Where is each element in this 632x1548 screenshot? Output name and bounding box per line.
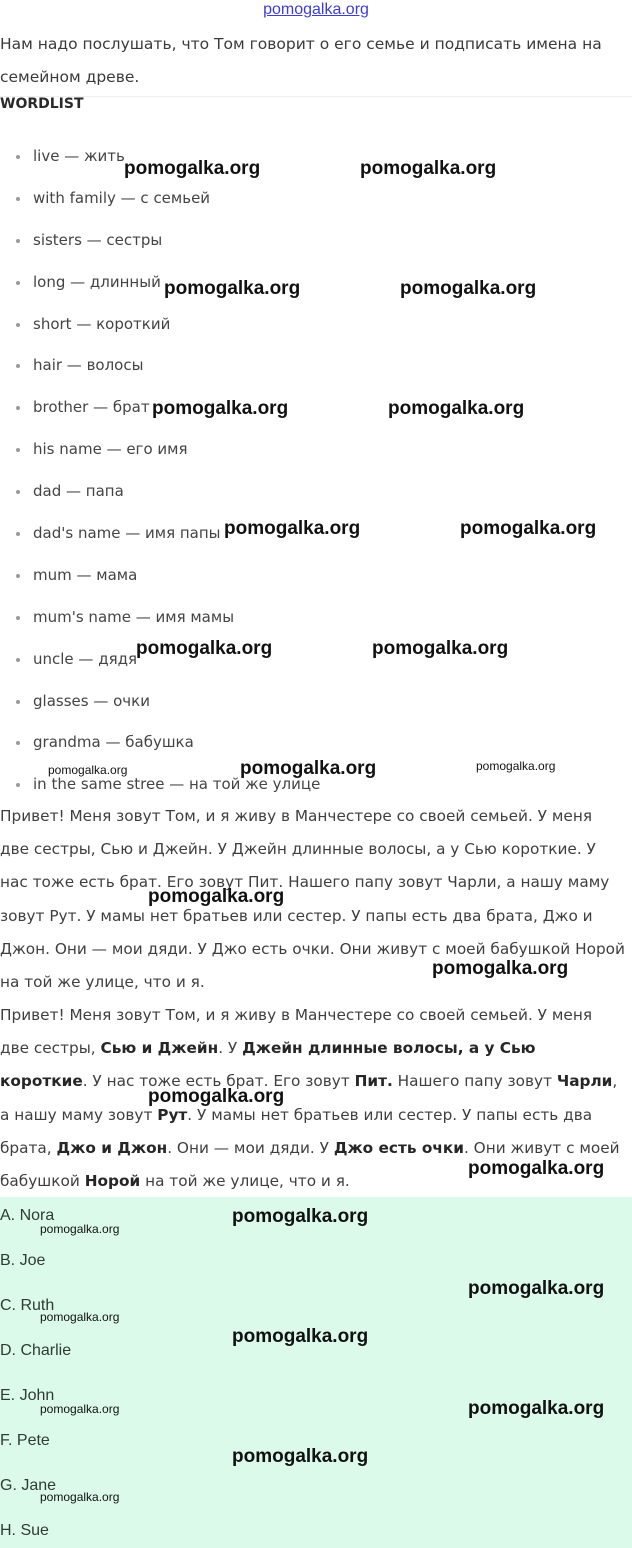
wordlist-item: his name — его имя xyxy=(0,429,320,471)
wordlist-title: WORDLIST xyxy=(0,96,84,112)
key-phrase: Чарли xyxy=(556,1072,613,1091)
answer-item: G. Jane xyxy=(0,1477,57,1494)
watermark: pomogalka.org xyxy=(152,398,289,419)
watermark: pomogalka.org xyxy=(136,638,273,659)
watermark: pomogalka.org xyxy=(124,158,261,179)
watermark: pomogalka.org xyxy=(468,1398,605,1419)
wordlist-item: dad — папа xyxy=(0,471,320,513)
key-phrase: Норой xyxy=(84,1172,141,1191)
watermark: pomogalka.org xyxy=(460,518,597,539)
answer-item: H. Sue xyxy=(0,1522,49,1539)
watermark: pomogalka.org xyxy=(40,1490,120,1504)
text-run: . У мамы нет братьев или сестер. У папы есть два брата, xyxy=(0,1105,593,1157)
wordlist-item: mum's name — имя мамы xyxy=(0,597,320,639)
wordlist-item: live — жить xyxy=(0,136,320,178)
wordlist-item: with family — с семьей xyxy=(0,178,320,220)
answer-item: B. Joe xyxy=(0,1252,46,1269)
wordlist-item: hair — волосы xyxy=(0,345,320,387)
wordlist-item: short — короткий xyxy=(0,304,320,346)
text-run: . У xyxy=(218,1039,243,1058)
wordlist-item: brother — брат xyxy=(0,387,320,429)
watermark: pomogalka.org xyxy=(232,1446,369,1467)
watermark: pomogalka.org xyxy=(372,638,509,659)
wordlist-item: uncle — дядя xyxy=(0,639,320,681)
text-run: . Они живут с моей бабушкой xyxy=(0,1138,620,1191)
wordlist-item: sisters — сестры xyxy=(0,220,320,262)
intro-text: Нам надо послушать, что Том говорит о его семье и подписать имена на семейном древе. xyxy=(0,35,602,86)
divider xyxy=(0,96,632,97)
watermark: pomogalka.org xyxy=(148,886,285,907)
story-paragraph: Привет! Меня зовут Том, и я живу в Манчестере со своей семьей. У меня две сестры, Сью и Джейн. У Джейн длинные волосы, а у Сью короткие. У нас тоже есть брат. Его зовут Пит. Нашего папу зовут Чарли, а нашу маму зовут Рут. У мамы нет братьев или сестер. У папы есть два брата, Джо и Джон. Они — мои дяди. У Джо есть очки. Они живут с моей бабушкой Норой на той же улице, что и я. xyxy=(0,807,625,992)
watermark: pomogalka.org xyxy=(224,518,361,539)
watermark: pomogalka.org xyxy=(148,1086,285,1107)
answer-item: C. Ruth xyxy=(0,1297,55,1314)
watermark: pomogalka.org xyxy=(164,278,301,299)
watermark: pomogalka.org xyxy=(40,1310,120,1324)
wordlist-item: mum — мама xyxy=(0,555,320,597)
key-phrase: Пит. xyxy=(354,1072,393,1091)
key-phrase: Рут xyxy=(157,1105,188,1124)
watermark: pomogalka.org xyxy=(240,758,377,779)
watermark: pomogalka.org xyxy=(360,158,497,179)
answer-item: E. John xyxy=(0,1387,55,1404)
key-phrase: Джо есть очки xyxy=(333,1138,464,1157)
text-run: Нашего папу зовут xyxy=(392,1072,557,1091)
text-run: . Они — мои дяди. У xyxy=(167,1138,334,1157)
watermark: pomogalka.org xyxy=(400,278,537,299)
watermark: pomogalka.org xyxy=(40,1402,120,1416)
key-phrase: Джо и Джон xyxy=(56,1138,168,1157)
watermark: pomogalka.org xyxy=(468,1158,605,1179)
wordlist-item: glasses — очки xyxy=(0,681,320,723)
wordlist-item: long — длинный xyxy=(0,262,320,304)
text-run: Привет! Меня зовут Том, и я живу в Манчестере со своей семьей. У меня две сестры, xyxy=(0,1006,593,1058)
key-phrase: Джейн длинные волосы, а у Сью короткие xyxy=(0,1039,536,1091)
watermark: pomogalka.org xyxy=(232,1206,369,1227)
text-run: . У нас тоже есть брат. Его зовут xyxy=(82,1072,355,1091)
answer-item: D. Charlie xyxy=(0,1342,72,1359)
wordlist-item: dad's name — имя папы xyxy=(0,513,320,555)
site-link[interactable]: pomogalka.org xyxy=(263,1,369,18)
wordlist-item: in the same stree — на той же улице xyxy=(0,764,320,806)
watermark: pomogalka.org xyxy=(476,759,556,773)
wordlist-item: grandma — бабушка xyxy=(0,722,320,764)
text-run: , а нашу маму зовут xyxy=(0,1072,618,1124)
text-run: на той же улице, что и я. xyxy=(140,1172,350,1191)
watermark: pomogalka.org xyxy=(432,958,569,979)
watermark: pomogalka.org xyxy=(40,1222,120,1236)
watermark: pomogalka.org xyxy=(232,1326,369,1347)
watermark: pomogalka.org xyxy=(48,763,128,777)
watermark: pomogalka.org xyxy=(388,398,525,419)
key-phrase: Сью и Джейн xyxy=(100,1039,219,1058)
watermark: pomogalka.org xyxy=(468,1278,605,1299)
answer-item: F. Pete xyxy=(0,1432,50,1449)
answer-item: A. Nora xyxy=(0,1207,55,1224)
wordlist xyxy=(0,136,320,806)
